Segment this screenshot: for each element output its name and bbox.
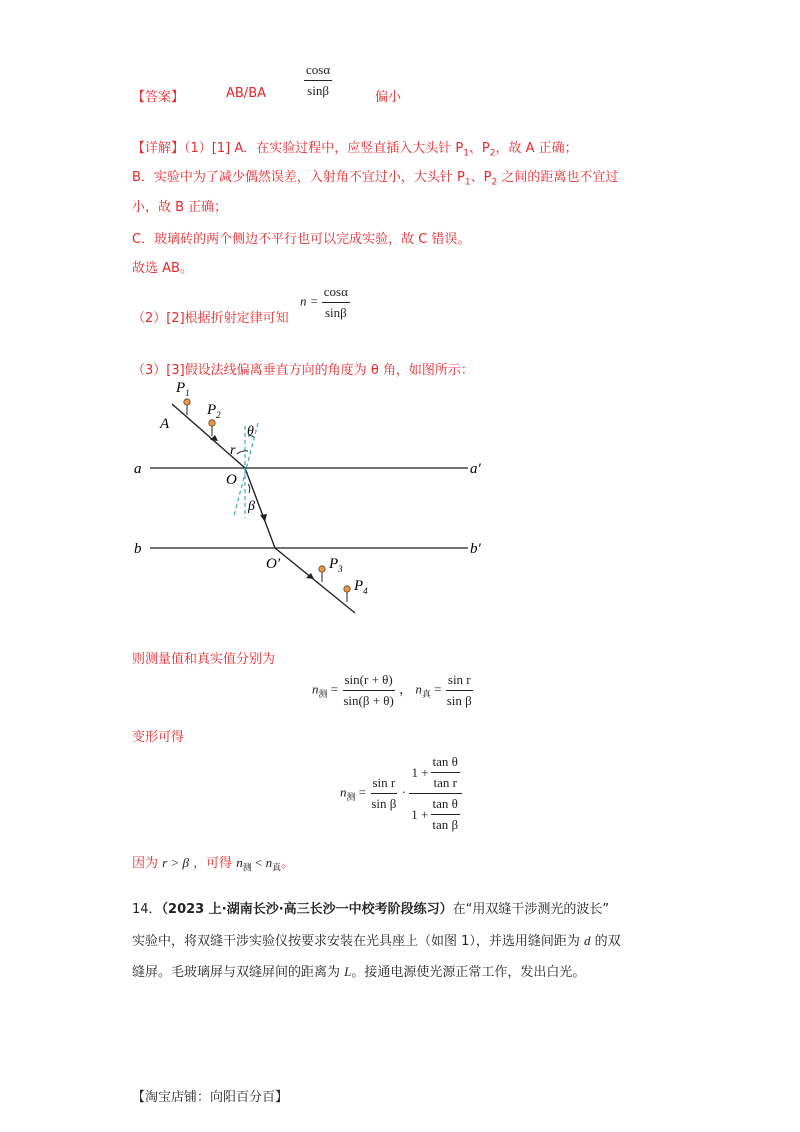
- label-P3: $P_3$: [329, 556, 343, 574]
- label-O-prime: O′: [266, 556, 281, 572]
- refracted-arrow: [260, 514, 267, 522]
- measure-formula: $n_测$ = $\frac{\sin(r + \theta)}{\sin(\beta + \theta)}$ ， $n_真$ = $\frac{\text{sin r}}{\text{sin β}}$: [312, 672, 472, 708]
- pin-P1: [184, 399, 190, 405]
- detail-line-2: B．实验中为了减少偶然误差，入射角不宜过小，大头针 $P_1$、$P_2$ 之间的距离也不宜过: [132, 170, 619, 188]
- label-b-prime: b′: [470, 541, 481, 557]
- detail-line-4: C．玻璃砖的两个侧边不平行也可以完成实验，故 C 错误。: [132, 232, 471, 247]
- answer-2-numerator: cosα: [304, 62, 332, 81]
- detail-line-7: （3）[3]假设法线偏离垂直方向的角度为 θ 角，如图所示：: [132, 363, 474, 378]
- answer-label: 【答案】: [132, 90, 185, 105]
- because-line: 因为 r > β ，可得 $n_测 < n_真$。: [132, 855, 295, 873]
- transform-formula: $n_测$ = $\frac{\text{sin r}}{\text{sin β}}$ · 1 + $\frac{\text{tan θ}}{\text{tan r}}$ 1 + $\frac{\text{tan θ}}{\text{tan β}}$: [340, 754, 462, 833]
- refraction-diagram: [130, 378, 500, 618]
- angle-arc-beta: [248, 484, 250, 493]
- detail-line-1: 【详解】（1）[1] A．在实验过程中，应竖直插入大头针 $P_1$、$P_2$，故 A 正确；: [132, 141, 578, 159]
- label-a-prime: a′: [470, 461, 481, 477]
- label-P1: $P_1$: [176, 380, 190, 398]
- emergent-ray: [275, 548, 355, 613]
- refraction-law-formula: n = $\frac{\cos\alpha}{\sin\beta}$: [300, 284, 348, 320]
- label-r: r: [230, 443, 236, 458]
- label-A: A: [160, 416, 170, 432]
- label-beta: β: [248, 499, 255, 514]
- detail-line-5: 故选 AB。: [132, 261, 193, 276]
- detail-line-3: 小，故 B 正确；: [132, 200, 228, 215]
- label-b: b: [134, 541, 142, 557]
- pin-P2: [209, 420, 215, 426]
- q14-line-3: 缝屏。毛玻璃屏与双缝屏间的距离为 L。接通电源使光源正常工作，发出白光。: [132, 964, 586, 980]
- pin-P4: [344, 586, 350, 592]
- label-P4: $P_4$: [354, 578, 368, 596]
- measure-text: 则测量值和真实值分别为: [132, 652, 276, 667]
- transform-text: 变形可得: [132, 730, 185, 745]
- label-O: O: [226, 472, 237, 488]
- answer-3: 偏小: [375, 90, 402, 105]
- footer-shop: 【淘宝店铺：向阳百分百】: [132, 1090, 289, 1105]
- pin-P3: [319, 566, 325, 572]
- answer-1: AB/BA: [226, 86, 267, 101]
- answer-2-fraction: [304, 62, 332, 99]
- label-a: a: [134, 461, 142, 477]
- label-theta: θ: [247, 424, 254, 439]
- angle-arc-r: [237, 451, 248, 454]
- detail-line-6: （2）[2]根据折射定律可知: [132, 311, 289, 326]
- q14-line-1: 14．（2023 上·湖南长沙·高三长沙一中校考阶段练习）在“用双缝干涉测光的波长”: [132, 902, 610, 917]
- label-P2: $P_2$: [207, 402, 221, 420]
- q14-line-2: 实验中，将双缝干涉实验仪按要求安装在光具座上（如图 1），并选用缝间距为 d 的双: [132, 933, 621, 949]
- answer-2-denominator: sinβ: [307, 83, 329, 98]
